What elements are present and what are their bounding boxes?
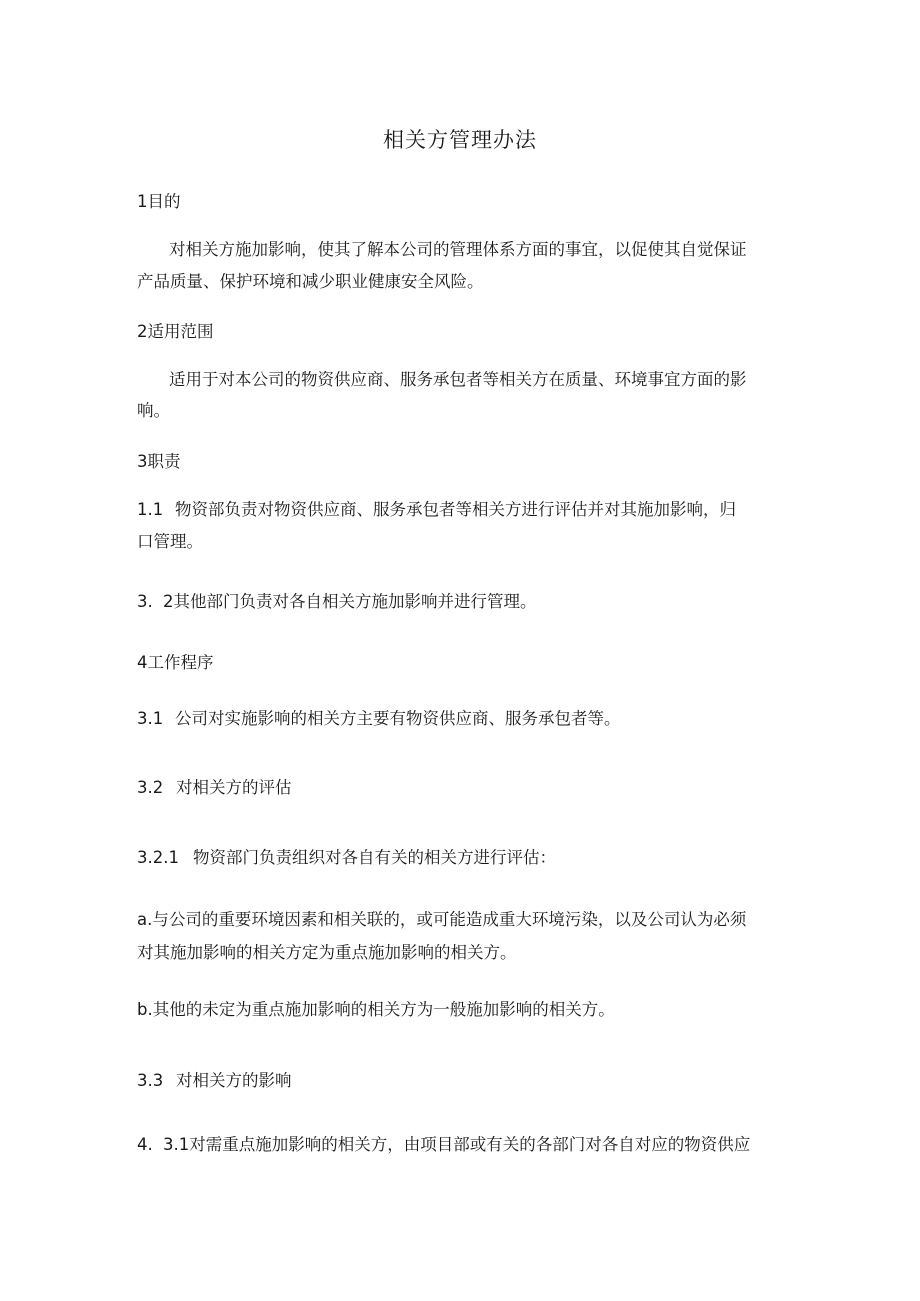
clause-text: 物资部门负责组织对各自有关的相关方进行评估： [193,848,556,867]
clause-line [137,776,787,800]
clause-text: 公司对实施影响的相关方主要有物资供应商、服务承包者等。 [175,709,621,728]
clause-number: 3.2 [137,778,164,797]
clause-line [137,1133,787,1157]
paragraph-line: 对相关方施加影响，使其了解本公司的管理体系方面的事宜，以促使其自觉保证 [169,240,747,259]
paragraph-line: 产品质量、保护环境和减少职业健康安全风险。 [137,272,484,291]
clause-number: 3.1 [137,709,164,728]
clause-line [137,846,787,870]
clause-text: 2其他部门负责对各自相关方施加影响并进行管理。 [163,592,537,611]
clause-line [137,590,787,614]
document-title: 相关方管理办法 [383,128,537,152]
clause-text: 对相关方的评估 [176,778,292,797]
clause-number: 4. [137,1135,153,1154]
paragraph-line: a.与公司的重要环境因素和相关联的，或可能造成重大环境污染，以及公司认为必须 [137,910,747,929]
paragraph-line: 口管理。 [137,532,203,551]
clause-number: 1.1 [137,500,164,519]
clause-number: 3.3 [137,1071,164,1090]
section-heading-procedure: 4工作程序 [137,653,214,672]
clause-line [137,707,787,731]
paragraph-line: 对其施加影响的相关方定为重点施加影响的相关方。 [137,943,517,962]
clause-number: 3.2.1 [137,848,179,867]
clause-number: 3. [137,592,153,611]
section-heading-responsibilities: 3职责 [137,452,181,471]
clause-text: 对相关方的影响 [176,1071,292,1090]
clause-text: 物资部负责对物资供应商、服务承包者等相关方进行评估并对其施加影响，归 [175,500,736,519]
paragraph-line: b.其他的未定为重点施加影响的相关方为一般施加影响的相关方。 [137,1000,615,1019]
paragraph-line: 适用于对本公司的物资供应商、服务承包者等相关方在质量、环境事宜方面的影 [169,370,747,389]
section-heading-scope: 2适用范围 [137,322,214,341]
clause-line [137,498,787,522]
clause-text: 3.1对需重点施加影响的相关方，由项目部或有关的各部门对各自对应的物资供应 [163,1135,751,1154]
paragraph-line: 响。 [137,401,170,420]
section-heading-purpose: 1目的 [137,192,181,211]
clause-line [137,1069,787,1093]
